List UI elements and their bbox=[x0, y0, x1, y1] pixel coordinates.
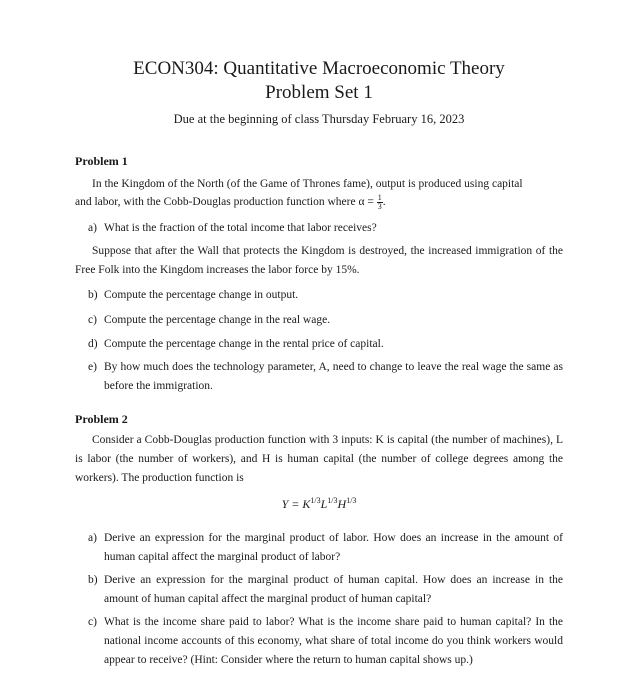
exponent-h: 1/3 bbox=[346, 496, 357, 505]
item-label: b) bbox=[88, 289, 98, 301]
problem-1-intro-line-1: In the Kingdom of the North (of the Game of Thrones fame), output is produced using capital bbox=[92, 178, 523, 190]
problem-1-item-e bbox=[88, 358, 563, 396]
formula-h: H bbox=[337, 497, 347, 511]
item-text: What is the income share paid to labor? What is the income share paid to human capital? In the national income accounts of this economy, what share of total income do you think workers would appear to receive? (Hint: Consider where the return to human capital shows up.) bbox=[104, 616, 563, 666]
item-text: Compute the percentage change in output. bbox=[104, 289, 299, 301]
problem-1-intro-end: . bbox=[382, 196, 386, 208]
item-label: a) bbox=[88, 222, 97, 234]
problem-2-item-b bbox=[88, 571, 563, 609]
problem-1-heading: Problem 1 bbox=[75, 154, 128, 168]
formula-lhs: Y = K bbox=[281, 497, 311, 511]
item-label: d) bbox=[88, 338, 98, 350]
formula-l: L bbox=[320, 497, 328, 511]
item-text: Derive an expression for the marginal product of human capital. How does an increase in the amount of human capital affect the marginal product of human capital? bbox=[104, 574, 563, 605]
problem-1-scenario: Suppose that after the Wall that protects the Kingdom is destroyed, the increased immigration of the Free Folk into the Kingdom increases the labor force by 15%. bbox=[75, 245, 563, 276]
item-label: c) bbox=[88, 616, 97, 628]
problem-1-item-d bbox=[88, 335, 563, 354]
production-function bbox=[0, 496, 638, 512]
item-text: By how much does the technology parameter, A, need to change to leave the real wage the same as before the immigration. bbox=[104, 361, 563, 392]
item-text: Derive an expression for the marginal product of labor. How does an increase in the amount of human capital affect the marginal product of labor? bbox=[104, 532, 563, 563]
problem-2-item-a bbox=[88, 529, 563, 567]
alpha-denominator: 3 bbox=[377, 201, 382, 211]
alpha-numerator: 1 bbox=[377, 192, 382, 202]
problem-2-intro: Consider a Cobb-Douglas production function with 3 inputs: K is capital (the number of machines), L is labor (the number of workers), and H is human capital (the number of college degrees among the workers). The production function is bbox=[75, 434, 563, 484]
course-title: ECON304: Quantitative Macroeconomic Theory bbox=[133, 58, 505, 79]
item-text: What is the fraction of the total income that labor receives? bbox=[104, 222, 377, 234]
problem-1-item-a bbox=[88, 219, 563, 238]
problem-1-intro-line-2 bbox=[75, 193, 563, 212]
problem-1-item-b bbox=[88, 286, 563, 305]
problem-1-intro-text: and labor, with the Cobb-Douglas production function where α = bbox=[75, 196, 377, 208]
item-label: e) bbox=[88, 361, 97, 373]
problem-2-heading: Problem 2 bbox=[75, 412, 128, 426]
problem-2-item-c bbox=[88, 613, 563, 670]
problem-set-title: Problem Set 1 bbox=[265, 82, 373, 103]
due-date: Due at the beginning of class Thursday February 16, 2023 bbox=[173, 112, 465, 126]
exponent-l: 1/3 bbox=[327, 496, 338, 505]
item-label: b) bbox=[88, 574, 98, 586]
exponent-k: 1/3 bbox=[310, 496, 321, 505]
item-label: c) bbox=[88, 314, 97, 326]
problem-1-item-c bbox=[88, 311, 563, 330]
item-text: Compute the percentage change in the real wage. bbox=[104, 314, 331, 326]
item-label: a) bbox=[88, 532, 97, 544]
item-text: Compute the percentage change in the rental price of capital. bbox=[104, 338, 384, 350]
